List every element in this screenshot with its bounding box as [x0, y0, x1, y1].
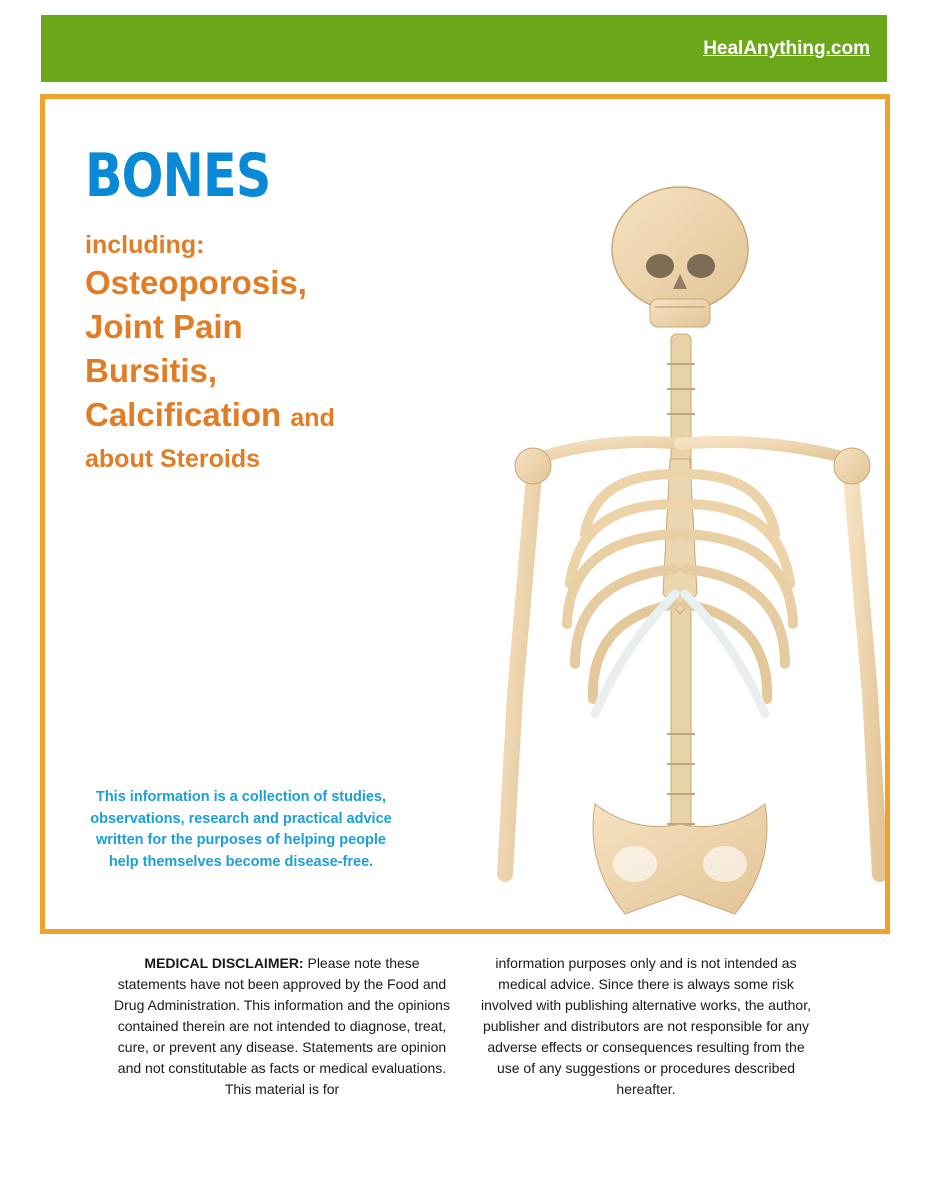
subtitle [85, 229, 335, 478]
subtitle-lead: including: [85, 231, 205, 259]
subtitle-tail: about Steroids [85, 445, 261, 473]
disclaimer-column-1 [112, 953, 452, 1100]
page-title: BONES [85, 141, 271, 211]
subtitle-item-osteoporosis: Osteoporosis, [85, 264, 307, 301]
skeleton-image [475, 174, 885, 934]
subtitle-item-joint-pain: Joint Pain [85, 308, 243, 345]
subtitle-item-calcification-line [85, 393, 335, 440]
disclaimer-text-1: Please note these statements have not been approved by the Food and Drug Administration. This information and the opinions contained therein are not intended to diagnose, treat, cure, or prevent any disease. Statements are opinion and not constitutable as facts or medical evaluations. This material is for [114, 955, 450, 1097]
subtitle-item-calcification: Calcification [85, 396, 282, 433]
subtitle-item-bursitis: Bursitis, [85, 352, 218, 389]
subtitle-and: and [290, 404, 335, 432]
site-link[interactable]: HealAnything.com [703, 38, 870, 59]
medical-disclaimer [112, 953, 816, 1100]
disclaimer-label: MEDICAL DISCLAIMER: [144, 955, 304, 971]
header-bar [41, 15, 887, 82]
disclaimer-column-2: information purposes only and is not intended as medical advice. Since there is always some risk involved with publishing alternative works, the author, publisher and distributors are not responsible for any adverse effects or consequences resulting from the use of any suggestions or procedures described hereafter. [481, 955, 811, 1097]
cover-frame [40, 94, 890, 934]
info-text: This information is a collection of studies, observations, research and practical advice written for the purposes of helping people help themselves become disease-free. [90, 789, 392, 870]
